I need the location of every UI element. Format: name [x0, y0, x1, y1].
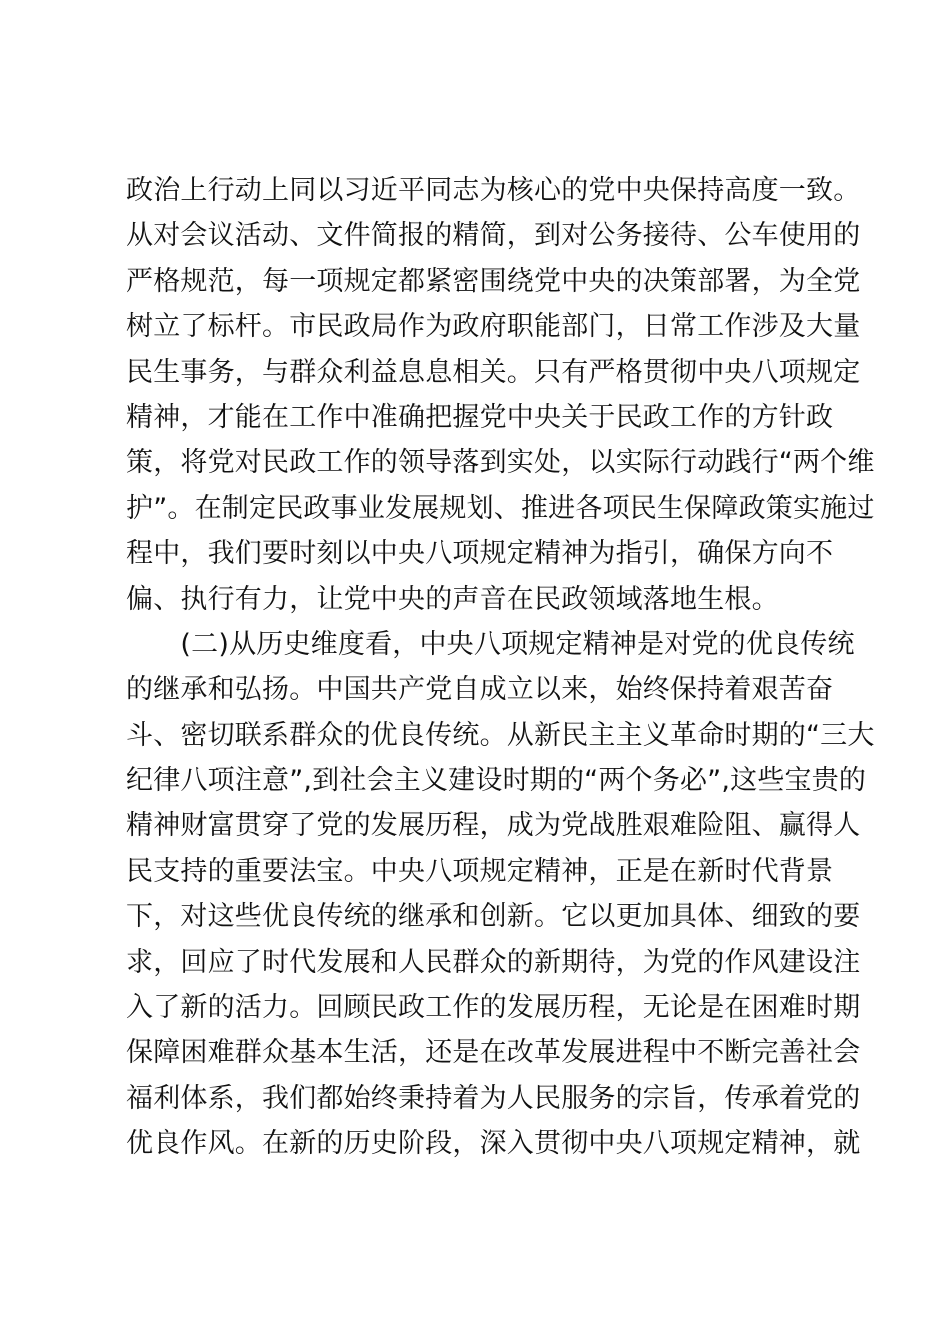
- text-line: 精神，才能在工作中准确把握党中央关于民政工作的方针政: [126, 401, 834, 433]
- text-line: 求，回应了时代发展和人民群众的新期待，为党的作风建设注: [126, 946, 861, 978]
- text-line: 策，将党对民政工作的领导落到实处，以实际行动践行“两个维: [126, 447, 875, 479]
- text-line: 纪律八项注意”,到社会主义建设时期的“两个务必”,这些宝贵的: [126, 765, 867, 797]
- text-line: 精神财富贯穿了党的发展历程，成为党战胜艰难险阻、赢得人: [126, 810, 861, 842]
- text-line: 入了新的活力。回顾民政工作的发展历程，无论是在困难时期: [126, 992, 861, 1024]
- text-line: 偏、执行有力，让党中央的声音在民政领域落地生根。: [126, 583, 779, 615]
- text-line: 树立了标杆。市民政局作为政府职能部门，日常工作涉及大量: [126, 311, 861, 343]
- text-line: 严格规范，每一项规定都紧密围绕党中央的决策部署，为全党: [126, 265, 861, 297]
- body-text: [126, 168, 875, 1167]
- text-line: 民支持的重要法宝。中央八项规定精神，正是在新时代背景: [126, 855, 834, 887]
- text-line: 下，对这些优良传统的继承和创新。它以更加具体、细致的要: [126, 901, 861, 933]
- paragraph-heading-line: (二)从历史维度看，中央八项规定精神是对党的优良传统: [126, 628, 855, 660]
- text-line: 民生事务，与群众利益息息相关。只有严格贯彻中央八项规定: [126, 356, 861, 388]
- text-line: 保障困难群众基本生活，还是在改革发展进程中不断完善社会: [126, 1037, 861, 1069]
- text-line: 的继承和弘扬。中国共产党自成立以来，始终保持着艰苦奋: [126, 674, 834, 706]
- text-line: 优良作风。在新的历史阶段，深入贯彻中央八项规定精神，就: [126, 1128, 861, 1160]
- text-line: 斗、密切联系群众的优良传统。从新民主主义革命时期的“三大: [126, 719, 875, 751]
- text-line: 护”。在制定民政事业发展规划、推进各项民生保障政策实施过: [126, 492, 875, 524]
- text-line: 程中，我们要时刻以中央八项规定精神为指引，确保方向不: [126, 538, 834, 570]
- text-line: 政治上行动上同以习近平同志为核心的党中央保持高度一致。: [126, 175, 861, 206]
- text-line: 福利体系，我们都始终秉持着为人民服务的宗旨，传承着党的: [126, 1082, 861, 1114]
- text-line: 从对会议活动、文件简报的精简，到对公务接待、公车使用的: [126, 220, 861, 252]
